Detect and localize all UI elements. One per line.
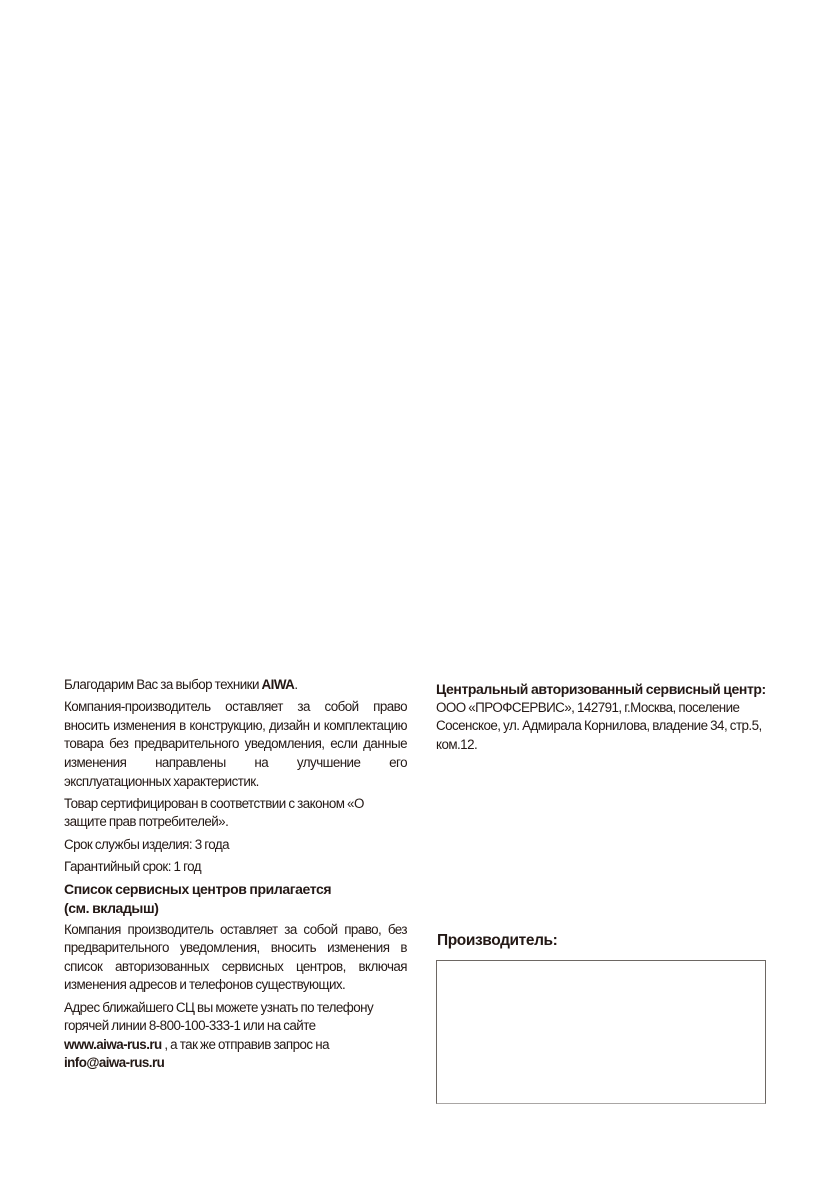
website-link[interactable]: www.aiwa-rus.ru (64, 1036, 162, 1052)
manufacturer-heading: Производитель: (437, 932, 558, 949)
service-life: Срок службы изделия: 3 года (64, 836, 230, 852)
email-link[interactable]: info@aiwa-rus.ru (64, 1055, 165, 1071)
left-column (64, 676, 407, 1077)
service-list-heading (64, 880, 407, 917)
thanks-text: Благодарим Вас за выбор техники (64, 677, 262, 692)
certification-notice: Товар сертифицирован в соответствии с законом «О защите прав потребителей». (64, 795, 364, 830)
service-list-notice: Компания производитель оставляет за собой право, без предварительного уведомления, вносить изменения в список авторизованных сервисных центров, включая изменения адресов и телефонов существующих. (64, 921, 407, 993)
thanks-suffix: . (294, 677, 298, 692)
contact-text: Адрес ближайшего СЦ вы можете узнать по телефону горячей линии 8-800-100-333-1 или на сайте (64, 999, 374, 1034)
right-column (436, 680, 766, 754)
thanks-paragraph (64, 676, 407, 695)
manufacturer-info-box (436, 960, 766, 1104)
contact-paragraph (64, 999, 407, 1073)
brand-name: AIWA (261, 677, 295, 692)
service-center-address: ООО «ПРОФСЕРВИС», 142791, г.Москва, поселение Сосенское, ул. Адмирала Корнилова, владение 34, стр.5, ком.12. (436, 699, 762, 752)
design-change-notice: Компания-производитель оставляет за собой право вносить изменения в конструкцию, дизайн и комплектацию товара без предварительного уведомления, если данные изменения направлены на улучшение его эксплуатационных характеристик. (64, 699, 407, 789)
service-center-heading: Центральный авторизованный сервисный центр: (436, 681, 766, 697)
service-list-heading-line2: (см. вкладыш) (64, 899, 159, 916)
contact-middle-text: , а так же отправив запрос на (161, 1036, 329, 1052)
warranty-period: Гарантийный срок: 1 год (64, 858, 202, 874)
service-list-heading-line1: Список сервисных центров прилагается (64, 880, 332, 897)
